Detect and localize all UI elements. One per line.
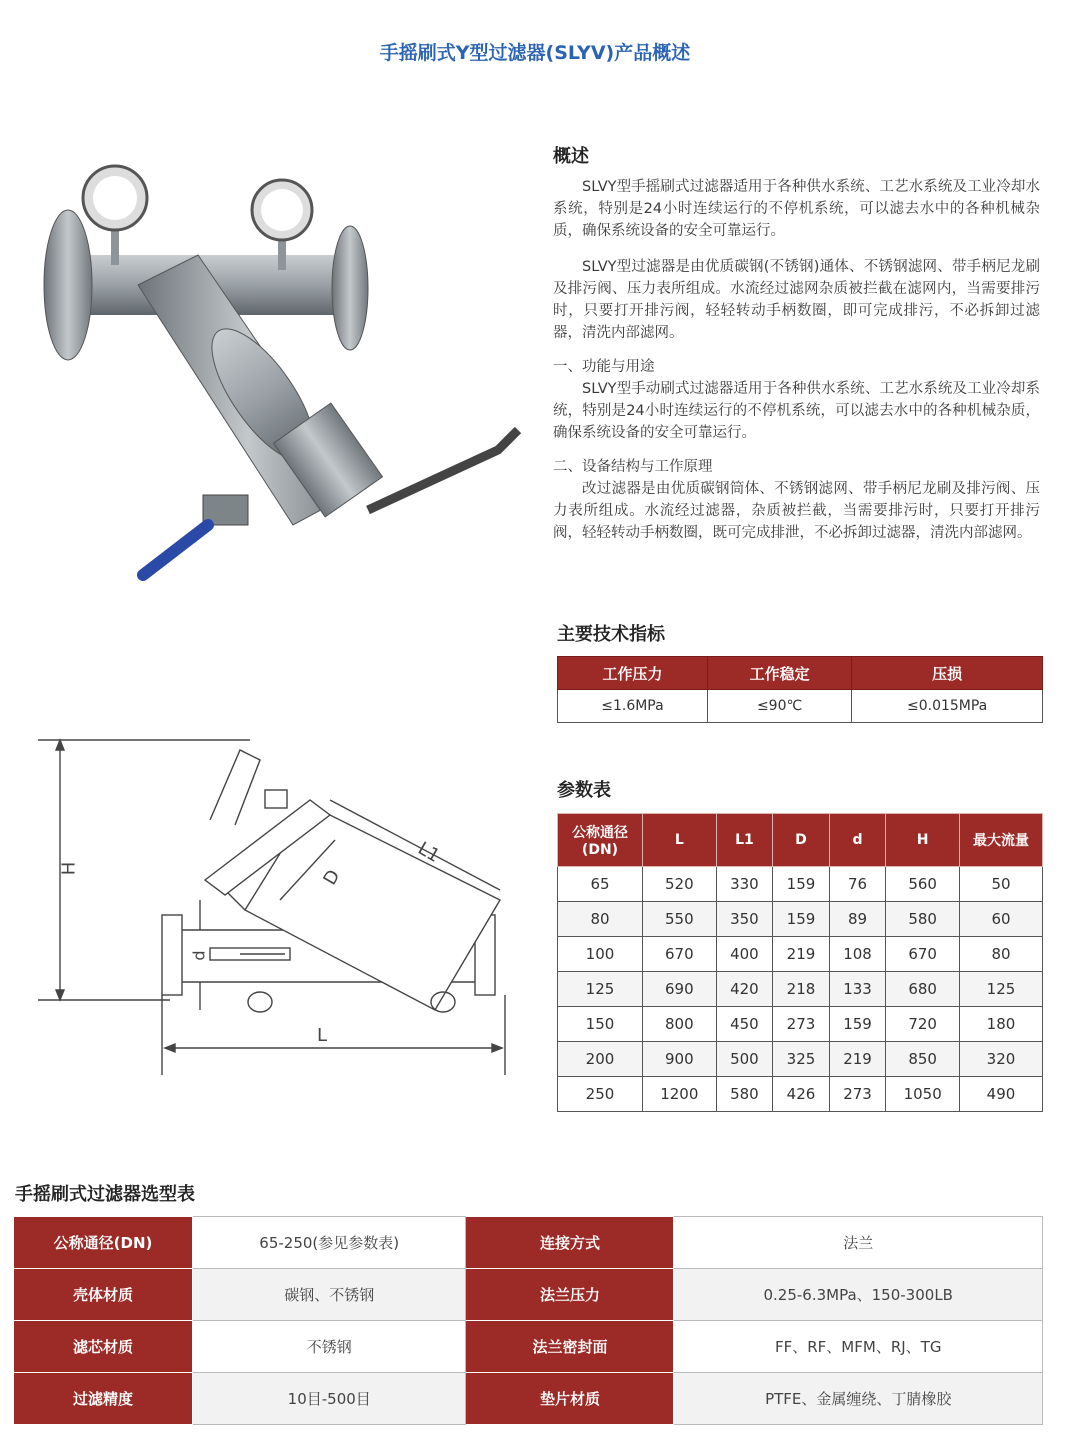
table-cell: 420 xyxy=(716,972,773,1007)
table-cell: 89 xyxy=(829,902,886,937)
table-row xyxy=(558,1077,1043,1112)
page-title: 手摇刷式Y型过滤器(SLYV)产品概述 xyxy=(379,42,691,64)
table-cell: 520 xyxy=(643,867,717,902)
table-row xyxy=(14,1321,1043,1373)
table-cell: 125 xyxy=(558,972,643,1007)
table-cell: 218 xyxy=(773,972,830,1007)
table-cell: 680 xyxy=(886,972,960,1007)
table-row xyxy=(14,1269,1043,1321)
section-1-body: SLVY型手动刷式过滤器适用于各种供水系统、工艺水系统及工业冷却系统，特别是24小时连续运行的不停机系统，可以滤去水中的各种机械杂质，确保系统设备的安全可靠运行。 xyxy=(553,381,1040,441)
params-header: d xyxy=(829,814,886,867)
spec-value: ≤0.015MPa xyxy=(852,690,1043,723)
table-cell: 180 xyxy=(960,1007,1043,1042)
table-cell: 60 xyxy=(960,902,1043,937)
table-cell: 720 xyxy=(886,1007,960,1042)
table-row xyxy=(558,1007,1043,1042)
table-cell: 273 xyxy=(829,1077,886,1112)
table-cell: 273 xyxy=(773,1007,830,1042)
selection-key: 滤芯材质 xyxy=(14,1321,193,1373)
table-cell: 900 xyxy=(643,1042,717,1077)
params-header: 最大流量 xyxy=(960,814,1043,867)
selection-key: 公称通径(DN) xyxy=(14,1217,193,1269)
table-cell: 159 xyxy=(773,867,830,902)
table-cell: 76 xyxy=(829,867,886,902)
section-2-body: 改过滤器是由优质碳钢筒体、不锈钢滤网、带手柄尼龙刷及排污阀、压力表所组成。水流经过滤器，杂质被拦截，当需要排污时，只要打开排污阀，轻轻转动手柄数圈，既可完成排泄，不必拆卸过滤器，清洗内部滤网。 xyxy=(553,481,1040,541)
selection-value: 10目-500目 xyxy=(193,1373,466,1425)
table-row xyxy=(558,1042,1043,1077)
spec-value: ≤90℃ xyxy=(707,690,851,723)
table-row xyxy=(14,1373,1043,1425)
table-cell: 560 xyxy=(886,867,960,902)
section-2-title: 二、设备结构与工作原理 xyxy=(553,459,713,475)
table-cell: 490 xyxy=(960,1077,1043,1112)
selection-value: 65-250(参见参数表) xyxy=(193,1217,466,1269)
table-cell: 133 xyxy=(829,972,886,1007)
spec-header: 工作压力 xyxy=(558,657,708,690)
selection-table xyxy=(13,1216,1043,1425)
table-cell: 108 xyxy=(829,937,886,972)
dimension-drawing xyxy=(30,730,520,1080)
table-cell: 580 xyxy=(886,902,960,937)
overview-p1: SLVY型手摇刷式过滤器适用于各种供水系统、工艺水系统及工业冷却水系统，特别是24小时连续运行的不停机系统，可以滤去水中的各种机械杂质，确保系统设备的安全可靠运行。 xyxy=(553,179,1040,239)
params-heading: 参数表 xyxy=(557,780,611,801)
selection-key: 过滤精度 xyxy=(14,1373,193,1425)
table-cell: 80 xyxy=(558,902,643,937)
table-cell: 250 xyxy=(558,1077,643,1112)
product-photo xyxy=(28,160,528,590)
table-cell: 219 xyxy=(773,937,830,972)
table-cell: 400 xyxy=(716,937,773,972)
table-cell: 159 xyxy=(829,1007,886,1042)
selection-value: 不锈钢 xyxy=(193,1321,466,1373)
selection-value: 0.25-6.3MPa、150-300LB xyxy=(674,1269,1043,1321)
params-header: L xyxy=(643,814,717,867)
section-1-title: 一、功能与用途 xyxy=(553,359,655,375)
table-row xyxy=(558,972,1043,1007)
spec-table xyxy=(557,656,1043,723)
table-cell: 1200 xyxy=(643,1077,717,1112)
table-cell: 65 xyxy=(558,867,643,902)
table-cell: 330 xyxy=(716,867,773,902)
spec-header: 工作稳定 xyxy=(707,657,851,690)
selection-value: PTFE、金属缠绕、丁腈橡胶 xyxy=(674,1373,1043,1425)
table-cell: 690 xyxy=(643,972,717,1007)
table-cell: 426 xyxy=(773,1077,830,1112)
params-header: 公称通径(DN) xyxy=(558,814,643,867)
table-cell: 1050 xyxy=(886,1077,960,1112)
selection-value: FF、RF、MFM、RJ、TG xyxy=(674,1321,1043,1373)
table-cell: 320 xyxy=(960,1042,1043,1077)
table-cell: 200 xyxy=(558,1042,643,1077)
table-cell: 850 xyxy=(886,1042,960,1077)
table-cell: 580 xyxy=(716,1077,773,1112)
table-cell: 800 xyxy=(643,1007,717,1042)
table-row xyxy=(558,902,1043,937)
table-row xyxy=(558,937,1043,972)
spec-value: ≤1.6MPa xyxy=(558,690,708,723)
selection-key: 连接方式 xyxy=(466,1217,674,1269)
table-cell: 350 xyxy=(716,902,773,937)
table-row xyxy=(558,867,1043,902)
selection-key: 垫片材质 xyxy=(466,1373,674,1425)
dim-label-L: L xyxy=(317,1025,328,1046)
table-cell: 450 xyxy=(716,1007,773,1042)
spec-heading: 主要技术指标 xyxy=(557,624,665,645)
table-cell: 500 xyxy=(716,1042,773,1077)
table-cell: 125 xyxy=(960,972,1043,1007)
dim-label-d: d xyxy=(189,950,209,961)
selection-value: 法兰 xyxy=(674,1217,1043,1269)
selection-value: 碳钢、不锈钢 xyxy=(193,1269,466,1321)
selection-heading: 手摇刷式过滤器选型表 xyxy=(15,1184,195,1205)
table-cell: 325 xyxy=(773,1042,830,1077)
table-row xyxy=(14,1217,1043,1269)
dim-label-D: D xyxy=(319,866,345,889)
table-cell: 670 xyxy=(643,937,717,972)
table-cell: 50 xyxy=(960,867,1043,902)
table-cell: 219 xyxy=(829,1042,886,1077)
params-header: L1 xyxy=(716,814,773,867)
params-header: H xyxy=(886,814,960,867)
selection-key: 法兰压力 xyxy=(466,1269,674,1321)
selection-key: 法兰密封面 xyxy=(466,1321,674,1373)
params-header: D xyxy=(773,814,830,867)
dim-label-H: H xyxy=(58,861,80,876)
table-cell: 150 xyxy=(558,1007,643,1042)
table-cell: 670 xyxy=(886,937,960,972)
overview-p2: SLVY型过滤器是由优质碳钢(不锈钢)通体、不锈钢滤网、带手柄尼龙刷及排污阀、压力表所组成。水流经过滤网杂质被拦截在滤网内，当需要排污时，只要打开排污阀，轻轻转动手柄数圈，即可完成排污，不必拆卸过滤器，清洗内部滤网。 xyxy=(553,259,1040,341)
table-cell: 100 xyxy=(558,937,643,972)
overview-text xyxy=(553,176,1040,544)
dim-label-L1: L1 xyxy=(414,838,444,867)
table-cell: 159 xyxy=(773,902,830,937)
params-table xyxy=(557,813,1043,1112)
table-cell: 550 xyxy=(643,902,717,937)
selection-key: 壳体材质 xyxy=(14,1269,193,1321)
overview-heading: 概述 xyxy=(553,146,589,167)
spec-header: 压损 xyxy=(852,657,1043,690)
table-cell: 80 xyxy=(960,937,1043,972)
